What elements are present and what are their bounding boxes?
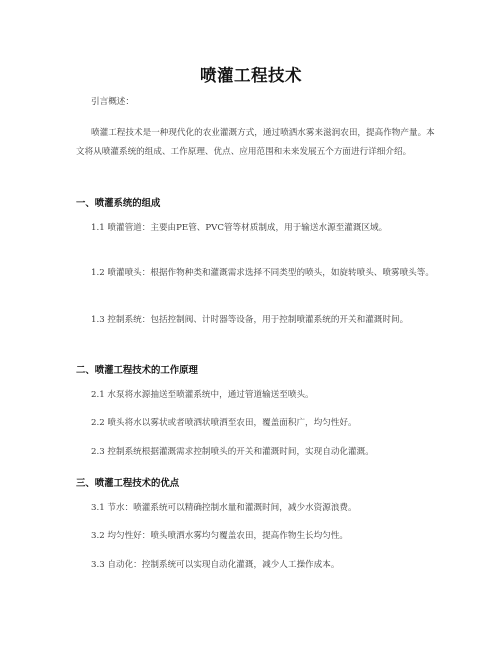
section-item: 3.1 节水：喷灌系统可以精确控制水量和灌溉时间，减少水资源浪费。 (91, 503, 357, 513)
section-heading-principle: 二、喷灌工程技术的工作原理 (76, 365, 198, 376)
section-item: 2.1 水泵将水源抽送至喷灌系统中，通过管道输送至喷头。 (91, 390, 314, 400)
intro-paragraph: 喷灌工程技术是一种现代化的农业灌溉方式，通过喷洒水雾来滋润农田，提高作物产量。本文将从喷灌系统的组成、工作原理、优点、应用范围和未来发展五个方面进行详细介绍。 (76, 128, 435, 157)
section-item: 1.3 控制系统：包括控制阀、计时器等设备，用于控制喷灌系统的开关和灌溉时间。 (91, 315, 409, 325)
section-item: 3.3 自动化：控制系统可以实现自动化灌溉，减少人工操作成本。 (91, 560, 340, 570)
section-heading-advantages: 三、喷灌工程技术的优点 (76, 478, 180, 489)
section-heading-composition: 一、喷灌系统的组成 (76, 198, 161, 209)
section-item: 2.2 喷头将水以雾状或者喷洒状喷洒至农田，覆盖面积广，均匀性好。 (91, 418, 357, 428)
section-item: 2.3 控制系统根据灌溉需求控制喷头的开关和灌溉时间，实现自动化灌溉。 (91, 447, 374, 457)
section-item: 1.2 喷灌喷头：根据作物种类和灌溉需求选择不同类型的喷头，如旋转喷头、喷雾喷头等。 (91, 268, 434, 278)
section-item: 1.1 喷灌管道：主要由PE管、PVC管等材质制成，用于输送水源至灌溉区域。 (91, 223, 388, 233)
document-title: 喷灌工程技术 (200, 66, 302, 85)
section-item: 3.2 均匀性好：喷头喷洒水雾均匀覆盖农田，提高作物生长均匀性。 (91, 531, 349, 541)
intro-label: 引言概述： (91, 97, 134, 107)
